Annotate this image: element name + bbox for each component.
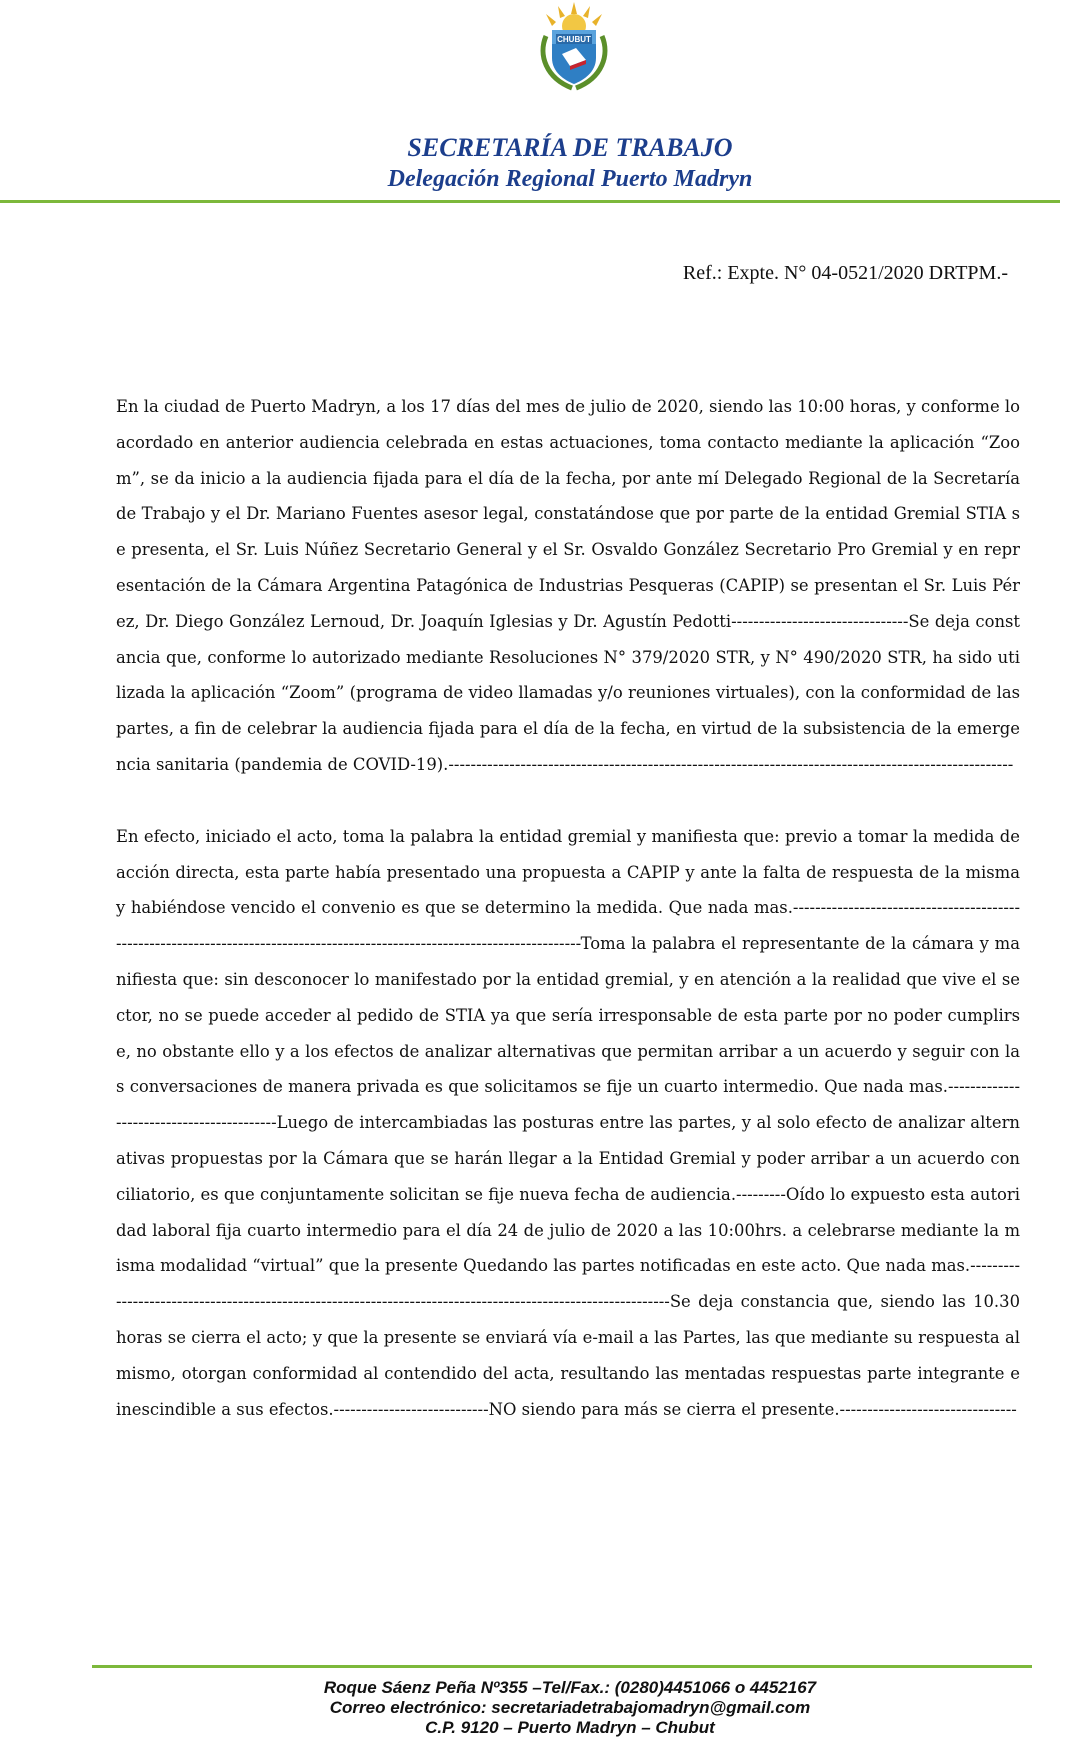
document-body — [116, 389, 1020, 1427]
header-subtitle: Delegación Regional Puerto Madryn — [387, 166, 753, 192]
footer-email: Correo electrónico: secretariadetrabajomadryn@gmail.com — [329, 1698, 811, 1717]
footer-address: Roque Sáenz Peña Nº355 –Tel/Fax.: (0280)4451066 o 4452167 — [323, 1678, 817, 1697]
chubut-coat-of-arms-logo — [532, 0, 616, 92]
logo-text: CHUBUT — [557, 35, 591, 44]
body-paragraph: En la ciudad de Puerto Madryn, a los 17 días del mes de julio de 2020, siendo las 10:00 horas, y conforme lo acordado en anterior audiencia celebrada en estas actuaciones, toma contacto mediante la aplicación “Zoom”, se da inicio a la audiencia fijada para el día de la fecha, por ante mí Delegado Regional de la Secretaría de Trabajo y el Dr. Mariano Fuentes asesor legal, constatándose que por parte de la entidad Gremial STIA se presenta, el Sr. Luis Núñez Secretario General y el Sr. Osvaldo González Secretario Pro Gremial y en representación de la Cámara Argentina Patagónica de Industrias Pesqueras (CAPIP) se presentan el Sr. Luis Pérez, Dr. Diego González Lernoud, Dr. Joaquín Iglesias y Dr. Agustín Pedotti--------------------------------Se deja constancia que, conforme lo autorizado mediante Resoluciones N° 379/2020 STR, y N° 490/2020 STR, ha sido utilizada la aplicación “Zoom” (programa de video llamadas y/o reuniones virtuales), con la conformidad de las partes, a fin de celebrar la audiencia fijada para el día de la fecha, en virtud de la subsistencia de la emergencia sanitaria (pandemia de COVID-19).------------------------------------------------------------------------------------------------------ — [116, 397, 1020, 774]
footer-divider — [92, 1665, 1032, 1668]
reference-number: Ref.: Expte. N° 04-0521/2020 DRTPM.- — [682, 262, 1008, 284]
header-title: SECRETARÍA DE TRABAJO — [407, 133, 733, 162]
body-paragraph: En efecto, iniciado el acto, toma la palabra la entidad gremial y manifiesta que: previo a tomar la medida de acción directa, esta parte había presentado una propuesta a CAPIP y ante la falta de respuesta de la misma y habiéndose vencido el convenio es que se determino la medida. Que nada mas.-----------------------------------------------------------------------------------------------------------------------------Toma la palabra el representante de la cámara y manifiesta que: sin desconocer lo manifestado por la entidad gremial, y en atención a la realidad que vive el sector, no se puede acceder al pedido de STIA ya que sería irresponsable de esta parte por no poder cumplirse, no obstante ello y a los efectos de analizar alternativas que permitan arribar a un acuerdo y seguir con las conversaciones de manera privada es que solicitamos se fije un cuarto intermedio. Que nada mas.------------------------------------------Luego de intercambiadas las posturas entre las partes, y al solo efecto de analizar alternativas propuestas por la Cámara que se harán llegar a la Entidad Gremial y poder arribar a un acuerdo conciliatorio, es que conjuntamente solicitan se fije nueva fecha de audiencia.---------Oído lo expuesto esta autoridad laboral fija cuarto intermedio para el día 24 de julio de 2020 a las 10:00hrs. a celebrarse mediante la misma modalidad “virtual” que la presente Quedando las partes notificadas en este acto. Que nada mas.-------------------------------------------------------------------------------------------------------------Se deja constancia que, siendo las 10.30 horas se cierra el acto; y que la presente se enviará vía e-mail a las Partes, las que mediante su respuesta al mismo, otorgan conformidad al contendido del acta, resultando las mentadas respuestas parte integrante e inescindible a sus efectos.----------------------------NO siendo para más se cierra el presente.-------------------------------- — [116, 826, 1020, 1419]
footer-postal-code: C.P. 9120 – Puerto Madryn – Chubut — [425, 1718, 715, 1737]
header-divider — [0, 200, 1060, 203]
